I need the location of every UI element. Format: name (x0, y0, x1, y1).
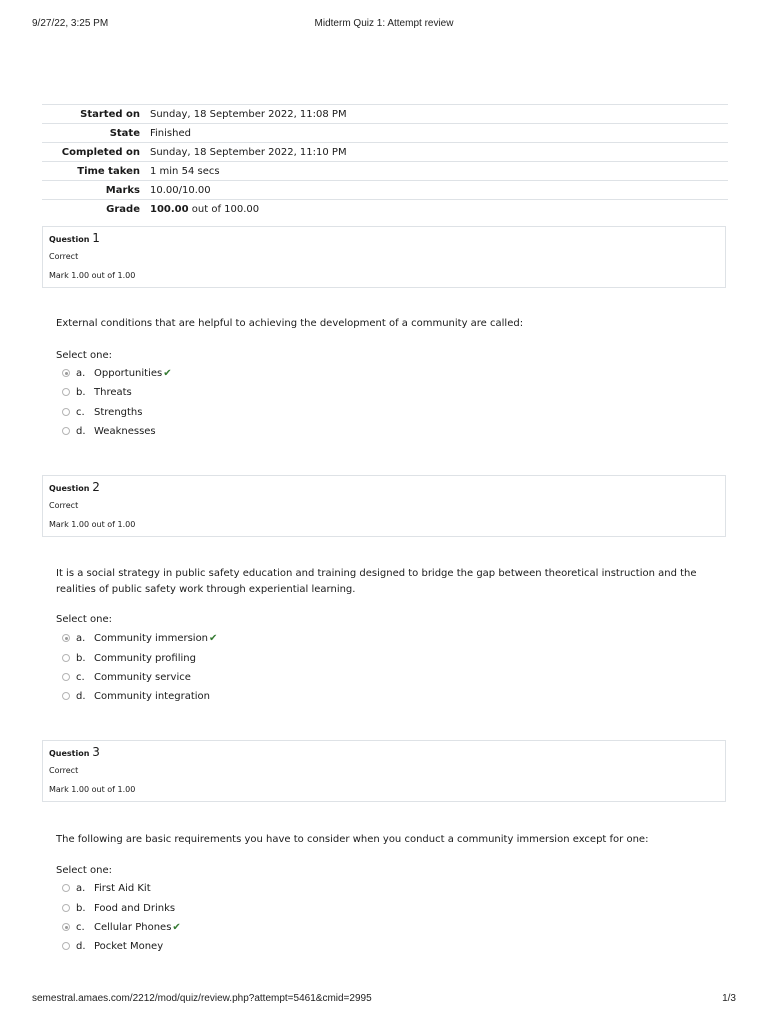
answer-prompt: Select one: (56, 350, 113, 361)
radio-button[interactable] (62, 923, 70, 931)
answer-option[interactable] (62, 883, 151, 897)
summary-value: Sunday, 18 September 2022, 11:10 PM (150, 146, 347, 158)
grade-value: 100.00 (150, 203, 189, 215)
checkmark-icon: ✔ (163, 368, 172, 379)
answer-text: Community service (94, 672, 191, 683)
answer-text: Strengths (94, 407, 143, 418)
question-text: It is a social strategy in public safety education and training designed to bridge the gap between theoretical instruction and the realities of public safety work through experiential learning. (56, 568, 697, 595)
answer-letter: b. (76, 387, 86, 398)
question-label: Question (49, 749, 90, 758)
summary-value (148, 200, 728, 219)
answer-letter: d. (76, 691, 86, 702)
answer-letter: a. (76, 368, 86, 379)
question-label: Question (49, 235, 90, 244)
summary-label: State (109, 127, 140, 139)
question-number (49, 231, 100, 245)
answer-text: Food and Drinks (94, 903, 176, 914)
answer-option[interactable] (62, 941, 163, 955)
summary-row (42, 181, 728, 200)
print-datetime: 9/27/22, 3:25 PM (32, 18, 109, 29)
answer-option[interactable] (62, 426, 156, 440)
question-number-value: 2 (92, 480, 100, 494)
answer-text: Opportunities (94, 368, 163, 379)
question-info-3 (42, 740, 726, 802)
answer-text: Pocket Money (94, 941, 164, 952)
answer-text: Weaknesses (94, 426, 156, 437)
answer-text: Threats (94, 387, 132, 398)
summary-label: Completed on (61, 146, 140, 158)
summary-value: Sunday, 18 September 2022, 11:08 PM (150, 108, 347, 120)
summary-row (42, 143, 728, 162)
answer-option[interactable] (62, 368, 172, 382)
radio-button[interactable] (62, 634, 70, 642)
answer-letter: c. (76, 407, 85, 418)
summary-label: Time taken (77, 165, 140, 177)
checkmark-icon: ✔ (209, 633, 218, 644)
radio-button[interactable] (62, 369, 70, 377)
answer-option[interactable] (62, 653, 196, 667)
answer-option[interactable] (62, 903, 175, 917)
answer-text: Community integration (94, 691, 210, 702)
answer-text: Community profiling (94, 653, 196, 664)
answer-text: First Aid Kit (94, 883, 151, 894)
answer-prompt: Select one: (56, 865, 113, 876)
summary-label: Marks (105, 184, 140, 196)
answer-text: Community immersion (94, 633, 209, 644)
question-info-1 (42, 226, 726, 288)
summary-row (42, 200, 728, 219)
answer-letter: a. (76, 883, 86, 894)
radio-button[interactable] (62, 427, 70, 435)
radio-button[interactable] (62, 408, 70, 416)
question-info-2 (42, 475, 726, 537)
question-number (49, 480, 100, 494)
question-state: Correct (49, 501, 79, 510)
answer-option[interactable] (62, 633, 217, 647)
question-state: Correct (49, 252, 79, 261)
page-url: semestral.amaes.com/2212/mod/quiz/review.php?attempt=5461&cmid=2995 (32, 993, 372, 1004)
print-footer (32, 993, 736, 1007)
summary-label: Grade (106, 203, 140, 215)
answer-letter: d. (76, 426, 86, 437)
summary-label: Started on (80, 108, 140, 120)
summary-value: Finished (150, 127, 191, 139)
answer-letter: b. (76, 653, 86, 664)
summary-row (42, 162, 728, 181)
radio-button[interactable] (62, 673, 70, 681)
question-grade: Mark 1.00 out of 1.00 (49, 520, 136, 529)
answer-letter: c. (76, 672, 85, 683)
checkmark-icon: ✔ (172, 922, 181, 933)
question-state: Correct (49, 766, 79, 775)
radio-button[interactable] (62, 692, 70, 700)
answer-option[interactable] (62, 672, 191, 686)
answer-prompt: Select one: (56, 614, 113, 625)
question-number-value: 1 (92, 231, 100, 245)
question-text: External conditions that are helpful to achieving the development of a community are called: (56, 318, 524, 329)
answer-option[interactable] (62, 922, 181, 936)
answer-letter: b. (76, 903, 86, 914)
page-number: 1/3 (722, 993, 736, 1004)
question-grade: Mark 1.00 out of 1.00 (49, 785, 136, 794)
print-header (32, 18, 736, 34)
answer-letter: c. (76, 922, 85, 933)
answer-option[interactable] (62, 387, 132, 401)
summary-row (42, 124, 728, 143)
question-number (49, 745, 100, 759)
question-number-value: 3 (92, 745, 100, 759)
radio-button[interactable] (62, 884, 70, 892)
page-title: Midterm Quiz 1: Attempt review (314, 18, 454, 29)
summary-row (42, 105, 728, 124)
question-grade: Mark 1.00 out of 1.00 (49, 271, 136, 280)
summary-value: 10.00/10.00 (150, 184, 211, 196)
radio-button[interactable] (62, 388, 70, 396)
grade-out-of: out of 100.00 (188, 203, 260, 215)
radio-button[interactable] (62, 904, 70, 912)
answer-letter: a. (76, 633, 86, 644)
answer-text: Cellular Phones (94, 922, 172, 933)
question-label: Question (49, 484, 90, 493)
radio-button[interactable] (62, 942, 70, 950)
answer-option[interactable] (62, 691, 210, 705)
summary-value: 1 min 54 secs (150, 165, 220, 177)
radio-button[interactable] (62, 654, 70, 662)
question-text: The following are basic requirements you have to consider when you conduct a community immersion except for one: (56, 834, 649, 845)
attempt-summary-table (42, 104, 728, 218)
answer-option[interactable] (62, 407, 142, 421)
answer-letter: d. (76, 941, 86, 952)
